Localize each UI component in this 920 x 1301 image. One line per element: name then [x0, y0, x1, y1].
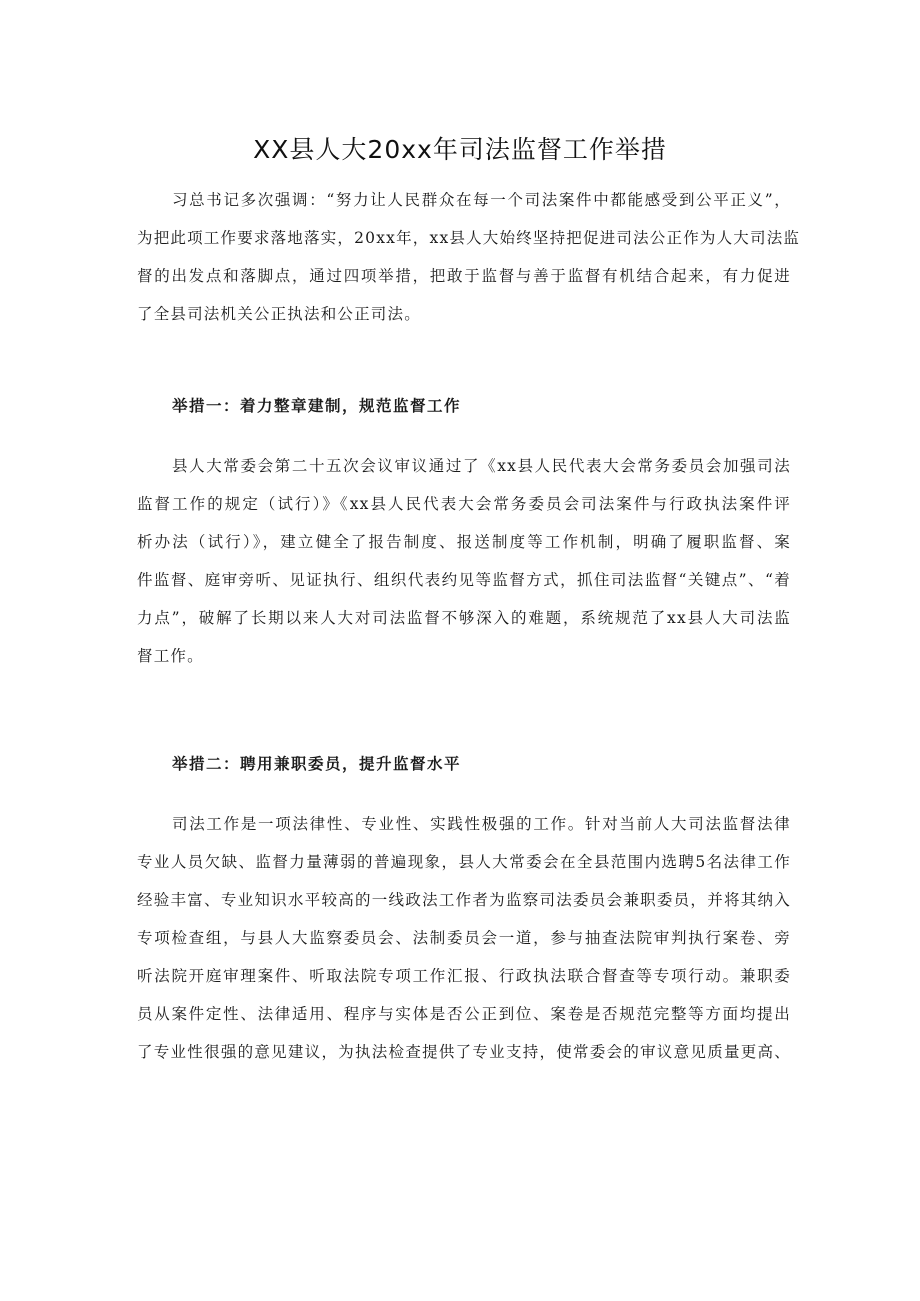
measure-2-line: 司法工作是一项法律性、专业性、实践性极强的工作。针对当前人大司法监督法律	[172, 815, 791, 833]
measure-1-heading: 举措一：着力整章建制，规范监督工作	[172, 396, 462, 415]
measure-1-line: 县人大常委会第二十五次会议审议通过了《xx县人民代表大会常务委员会加强司法	[172, 457, 791, 475]
measure-2-line: 专业人员欠缺、监督力量薄弱的普遍现象，县人大常委会在全县范围内选聘5名法律工作	[137, 853, 791, 871]
intro-line: 习总书记多次强调：“努力让人民群众在每一个司法案件中都能感受到公平正义”，	[172, 191, 791, 209]
measure-2-line: 专项检查组，与县人大监察委员会、法制委员会一道，参与抽查法院审判执行案卷、旁	[137, 929, 791, 947]
measure-1-line: 监督工作的规定（试行）》《xx县人民代表大会常务委员会司法案件与行政执法案件评	[137, 495, 791, 513]
measure-2-line: 了专业性很强的意见建议，为执法检查提供了专业支持，使常委会的审议意见质量更高、	[137, 1043, 791, 1061]
intro-line: 了全县司法机关公正执法和公正司法。	[137, 305, 421, 323]
measure-1-line: 督工作。	[137, 647, 204, 665]
measure-1-line: 件监督、庭审旁听、见证执行、组织代表约见等监督方式，抓住司法监督“关键点”、“着	[137, 571, 791, 589]
measure-2-line: 员从案件定性、法律适用、程序与实体是否公正到位、案卷是否规范完整等方面均提出	[137, 1005, 791, 1023]
intro-line: 督的出发点和落脚点，通过四项举措，把敢于监督与善于监督有机结合起来，有力促进	[137, 267, 791, 285]
measure-1-line: 析办法（试行）》，建立健全了报告制度、报送制度等工作机制，明确了履职监督、案	[137, 533, 791, 551]
intro-paragraph	[137, 181, 801, 333]
intro-line: 为把此项工作要求落地落实，20xx年，xx县人大始终坚持把促进司法公正作为人大司法监	[137, 229, 801, 247]
measure-1-line: 力点”，破解了长期以来人大对司法监督不够深入的难题，系统规范了xx县人大司法监	[137, 609, 791, 627]
document-title: XX县人大20xx年司法监督工作举措	[253, 135, 667, 164]
measure-2-heading: 举措二：聘用兼职委员，提升监督水平	[172, 754, 462, 773]
measure-2-line: 经验丰富、专业知识水平较高的一线政法工作者为监察司法委员会兼职委员，并将其纳入	[137, 891, 791, 909]
measure-2-line: 听法院开庭审理案件、听取法院专项工作汇报、行政执法联合督查等专项行动。兼职委	[137, 967, 791, 985]
measure-1-paragraph	[137, 447, 791, 675]
measure-2-paragraph	[137, 805, 791, 1071]
